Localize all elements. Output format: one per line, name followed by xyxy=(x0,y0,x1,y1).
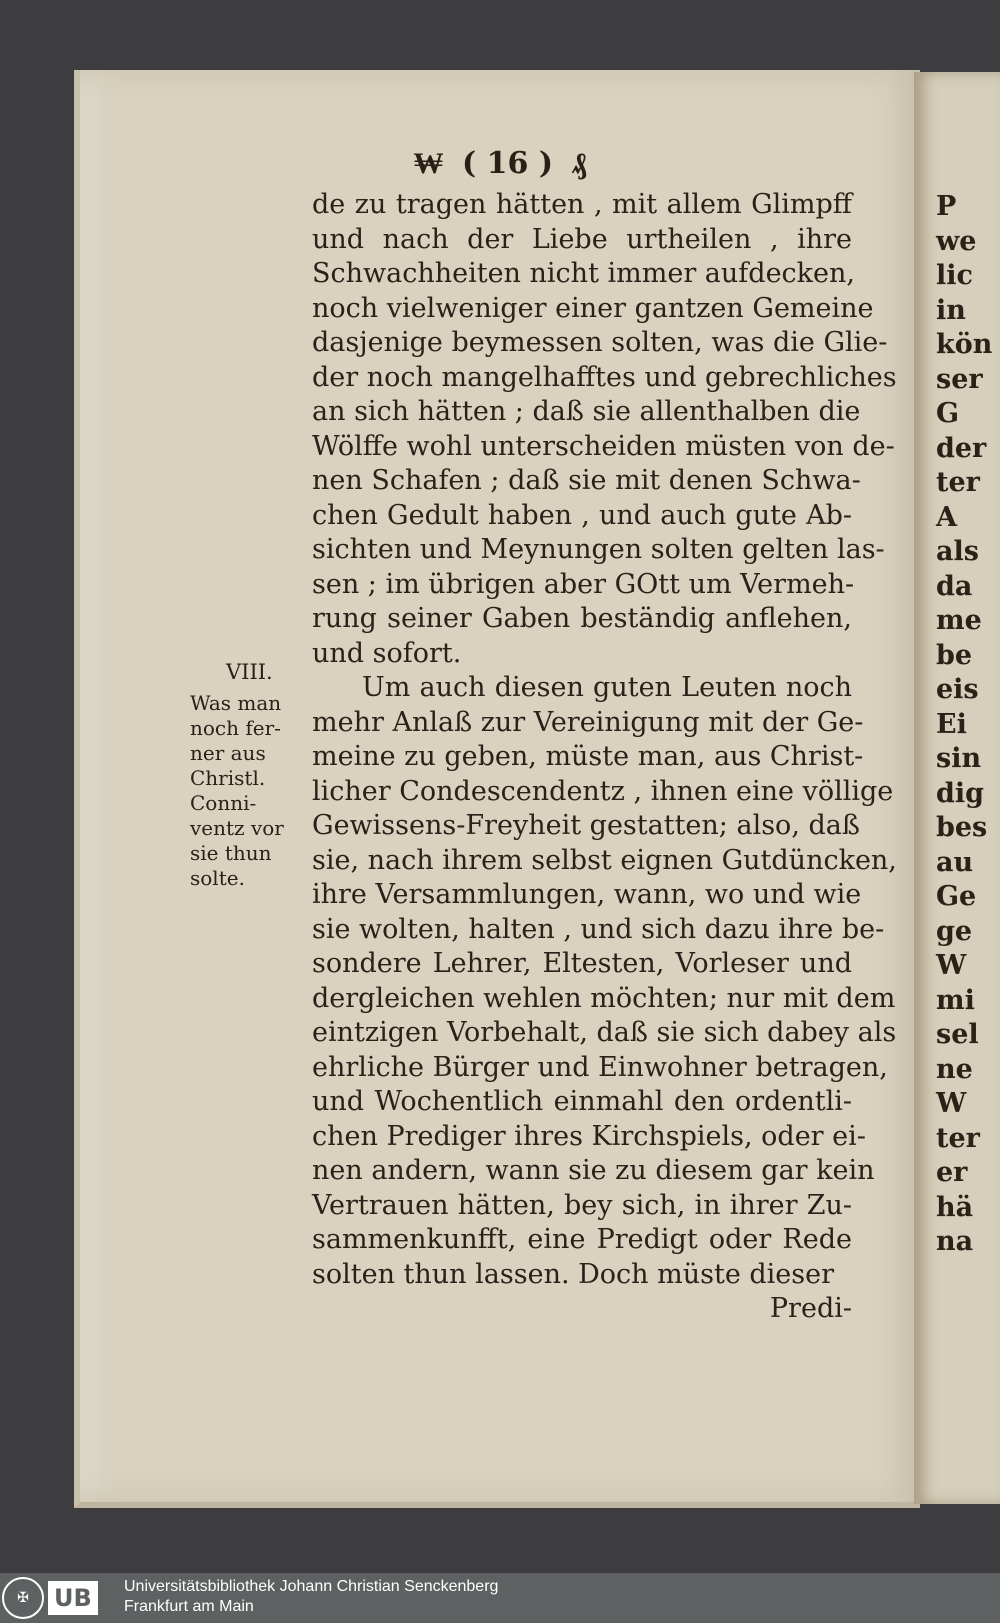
text-line: nen andern, wann sie zu diesem gar kein xyxy=(312,1155,875,1186)
page-number: ( 16 ) xyxy=(461,146,554,181)
facing-page-fragment: ne xyxy=(936,1053,973,1085)
text-line: eintzigen Vorbehalt, daß sie sich dabey als xyxy=(312,1017,897,1048)
library-footer xyxy=(0,1573,1000,1623)
facing-page-fragment: G xyxy=(936,398,960,429)
facing-page-fragment: be xyxy=(936,639,973,671)
facing-page-fragment: sel xyxy=(936,1019,979,1050)
text-line: und sofort. xyxy=(312,637,462,669)
margin-note-line: Conni- xyxy=(190,791,257,815)
facing-page-edge xyxy=(914,72,1000,1504)
facing-page-fragment: kön xyxy=(936,329,993,360)
facing-page-fragment: Ge xyxy=(936,881,977,912)
margin-note-line: ventz vor xyxy=(190,816,284,840)
text-line: Schwachheiten nicht immer aufdecken, xyxy=(312,258,855,289)
facing-page-fragment: hä xyxy=(936,1191,974,1223)
library-city: Frankfurt am Main xyxy=(124,1598,254,1615)
section-number: VIII. xyxy=(226,660,273,684)
catchword: Predi- xyxy=(769,1293,852,1324)
facing-page-fragment: als xyxy=(936,536,979,567)
text-line: und nach der Liebe urtheilen , ihre xyxy=(312,223,852,255)
right-ornament-icon: ₰ xyxy=(571,146,587,181)
body-text xyxy=(312,188,897,1327)
text-line: sichten und Meynungen solten gelten las- xyxy=(312,534,885,565)
text-line: Gewissens-Freyheit gestatten; also, daß xyxy=(312,810,860,841)
text-line: solten thun lassen. Doch müste dieser xyxy=(312,1258,835,1290)
text-line: dergleichen wehlen möchten; nur mit dem xyxy=(312,982,896,1014)
facing-page-fragment: eis xyxy=(936,674,979,705)
facing-page-fragment: da xyxy=(936,570,973,602)
facing-page-fragment: na xyxy=(936,1226,974,1257)
text-line: de zu tragen hätten , mit allem Glimpff xyxy=(312,189,852,220)
facing-page-fragment: P xyxy=(936,191,957,222)
facing-page-fragment: ter xyxy=(936,467,980,498)
facing-page-fragment: bes xyxy=(936,812,988,843)
text-line: chen Gedult haben , und auch gute Ab- xyxy=(312,499,852,531)
facing-page-fragment: we xyxy=(936,225,977,257)
facing-page-fragment: me xyxy=(936,605,982,636)
facing-page-fragment: ge xyxy=(936,915,973,947)
facing-page-fragment: mi xyxy=(936,984,975,1016)
text-line: ehrliche Bürger und Einwohner betragen, xyxy=(312,1051,888,1083)
facing-page-fragment: er xyxy=(936,1157,968,1188)
facing-page-fragment: Ei xyxy=(936,708,967,740)
margin-note-line: sie thun xyxy=(190,841,272,865)
text-line: und Wochentlich einmahl den ordentli- xyxy=(312,1086,852,1117)
library-name: Universitätsbibliothek Johann Christian Senckenberg xyxy=(124,1578,499,1595)
book-page xyxy=(74,70,920,1508)
text-line: Vertrauen hätten, bey sich, in ihrer Zu- xyxy=(312,1189,852,1221)
text-line: chen Prediger ihres Kirchspiels, oder ei- xyxy=(312,1120,866,1152)
text-line: sie, nach ihrem selbst eignen Gutdüncken, xyxy=(312,844,897,876)
margin-note-line: ner aus xyxy=(190,741,266,765)
text-line: sammenkunfft, eine Predigt oder Rede xyxy=(312,1224,852,1255)
text-line: noch vielweniger einer gantzen Gemeine xyxy=(312,292,874,324)
text-line: an sich hätten ; daß sie allenthalben die xyxy=(312,396,861,427)
facing-page-fragment: W xyxy=(936,950,967,981)
seal-icon: ✠ xyxy=(2,1577,44,1619)
margin-note-line: noch fer- xyxy=(190,716,281,740)
page-header xyxy=(80,146,920,181)
text-line: dasjenige beymessen solten, was die Glie- xyxy=(312,327,888,358)
text-line: ihre Versammlungen, wann, wo und wie xyxy=(312,879,862,910)
text-line: sen ; im übrigen aber GOtt um Vermeh- xyxy=(312,568,855,600)
facing-page-fragment: lic xyxy=(936,260,973,291)
ub-logo-text: UB xyxy=(48,1581,98,1615)
margin-note-line: Was man xyxy=(190,691,282,715)
facing-page-fragment: A xyxy=(936,501,957,533)
text-line: sondere Lehrer, Eltesten, Vorleser und xyxy=(312,948,852,979)
text-line: der noch mangelhafftes und gebrechliches xyxy=(312,361,897,393)
facing-page-fragment: dig xyxy=(936,777,985,809)
library-logo[interactable] xyxy=(2,1577,114,1619)
text-line: Um auch diesen guten Leuten noch xyxy=(362,672,852,703)
facing-page-fragment: ter xyxy=(936,1122,980,1154)
margin-note-line: Christl. xyxy=(190,766,266,790)
margin-note-line: solte. xyxy=(190,866,245,890)
text-line: nen Schafen ; daß sie mit denen Schwa- xyxy=(312,465,861,496)
facing-page-fragment: in xyxy=(936,294,966,326)
facing-page-fragment: au xyxy=(936,846,974,878)
margin-note xyxy=(190,660,302,891)
facing-page-fragment: der xyxy=(936,432,987,464)
text-line: mehr Anlaß zur Vereinigung mit der Ge- xyxy=(312,706,864,738)
text-line: sie wolten, halten , und sich dazu ihre be- xyxy=(312,913,885,945)
text-line: rung seiner Gaben beständig anflehen, xyxy=(312,603,852,634)
facing-page-fragment: ser xyxy=(936,363,983,395)
text-line: licher Condescendentz , ihnen eine völlige xyxy=(312,775,894,807)
text-line: meine zu geben, müste man, aus Christ- xyxy=(312,741,864,772)
facing-page-fragment: W xyxy=(936,1088,967,1119)
facing-page-fragment: sin xyxy=(936,743,982,774)
library-caption xyxy=(124,1577,498,1617)
text-line: Wölffe wohl unterscheiden müsten von de- xyxy=(312,430,895,462)
left-ornament-icon: ₩ xyxy=(413,146,444,181)
